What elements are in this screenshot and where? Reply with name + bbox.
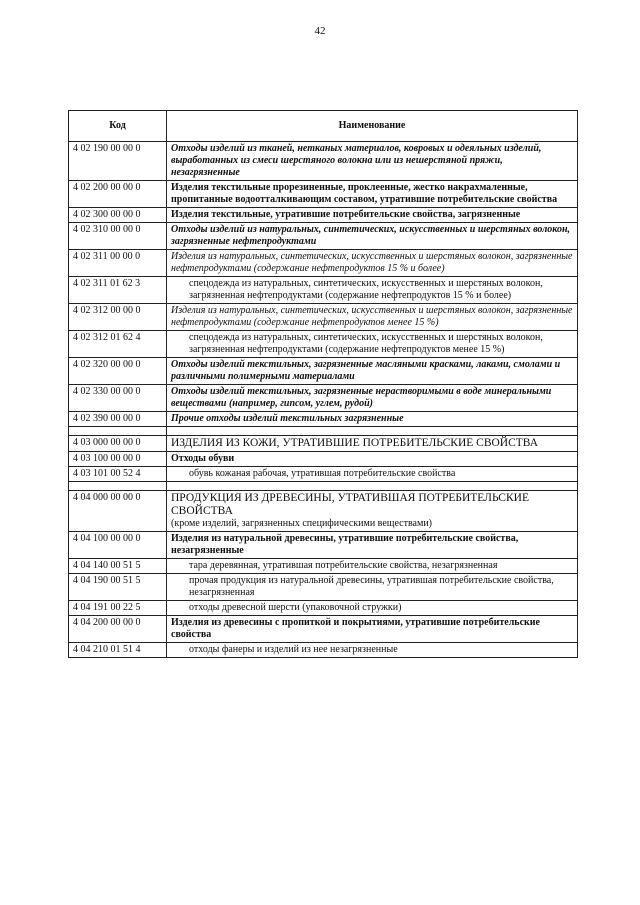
row-name-cell: [167, 559, 578, 574]
row-code: 4 02 312 00 00 0: [69, 304, 167, 331]
table-row: [69, 491, 578, 532]
row-code: 4 02 311 01 62 3: [69, 277, 167, 304]
row-name-cell: [167, 358, 578, 385]
row-name: Отходы изделий из тканей, нетканых материалов, ковровых и одеяльных изделий, выработанных из смеси шерстяного волокна или из нешерстяной пряжи, незагрязненные: [171, 143, 542, 178]
table-row: [69, 304, 578, 331]
row-code: 4 03 100 00 00 0: [69, 452, 167, 467]
row-name: Отходы изделий текстильных, загрязненные нерастворимыми в воде минеральными веществами (например, гипсом, углем, рудой): [171, 386, 552, 409]
table-row: [69, 385, 578, 412]
table-row: [69, 331, 578, 358]
row-name: ИЗДЕЛИЯ ИЗ КОЖИ, УТРАТИВШИЕ ПОТРЕБИТЕЛЬСКИЕ СВОЙСТВА: [171, 437, 539, 449]
table-row: [69, 358, 578, 385]
table-header-row: [69, 111, 578, 142]
table-row: [69, 574, 578, 601]
row-name-cell: [167, 616, 578, 643]
row-name-cell: [167, 250, 578, 277]
row-name: Изделия из натуральных, синтетических, искусственных и шерстяных волокон, загрязненные нефтепродуктами (содержание нефтепродуктов менее 15 %): [171, 305, 573, 328]
row-code: [69, 482, 167, 491]
row-code: 4 02 312 01 62 4: [69, 331, 167, 358]
row-code: 4 02 190 00 00 0: [69, 142, 167, 181]
row-name: спецодежда из натуральных, синтетических, искусственных и шерстяных волокон, загрязненная нефтепродуктами (содержание нефтепродуктов менее 15 %): [189, 332, 543, 355]
row-name: Изделия из древесины с пропиткой и покрытиями, утратившие потребительские свойства: [171, 617, 540, 640]
row-name-cell: [167, 532, 578, 559]
row-name: прочая продукция из натуральной древесины, утратившая потребительские свойства, незагрязненная: [189, 575, 554, 598]
page-number: 42: [314, 25, 326, 37]
row-code: 4 02 300 00 00 0: [69, 208, 167, 223]
table-row: [69, 142, 578, 181]
header-name: Наименование: [167, 111, 578, 142]
row-name-cell: [167, 223, 578, 250]
table-row: [69, 277, 578, 304]
row-name: Изделия из натуральных, синтетических, искусственных и шерстяных волокон, загрязненные нефтепродуктами (содержание нефтепродуктов 15 % и более): [171, 251, 573, 274]
row-code: 4 02 390 00 00 0: [69, 412, 167, 427]
row-name: отходы древесной шерсти (упаковочной стружки): [189, 602, 402, 613]
row-name: Прочие отходы изделий текстильных загрязненные: [171, 413, 404, 424]
row-name: Изделия текстильные прорезиненные, проклеенные, жестко накрахмаленные, пропитанные водоотталкивающим составом, утратившие потребительские свойства: [171, 182, 558, 205]
row-name-cell: [167, 427, 578, 436]
row-name: тара деревянная, утратившая потребительские свойства, незагрязненная: [189, 560, 498, 571]
row-name: обувь кожаная рабочая, утратившая потребительские свойства: [189, 468, 456, 479]
table-row: [69, 452, 578, 467]
waste-code-table: [68, 110, 578, 658]
row-name-cell: [167, 304, 578, 331]
row-name-cell: [167, 482, 578, 491]
row-code: 4 02 200 00 00 0: [69, 181, 167, 208]
table-row: [69, 643, 578, 658]
table-row: [69, 181, 578, 208]
table-row: [69, 412, 578, 427]
row-code: 4 04 100 00 00 0: [69, 532, 167, 559]
table-row: [69, 467, 578, 482]
row-code: 4 04 140 00 51 5: [69, 559, 167, 574]
row-code: 4 04 191 00 22 5: [69, 601, 167, 616]
row-name-cell: [167, 643, 578, 658]
row-name-cell: [167, 385, 578, 412]
row-note: (кроме изделий, загрязненных специфическими веществами): [171, 518, 433, 529]
table-row: [69, 559, 578, 574]
row-name: Отходы изделий из натуральных, синтетических, искусственных и шерстяных волокон, загрязненные нефтепродуктами: [171, 224, 571, 247]
row-code: 4 03 101 00 52 4: [69, 467, 167, 482]
row-name-cell: [167, 452, 578, 467]
row-name: Отходы изделий текстильных, загрязненные масляными красками, лаками, смолами и различными полимерными материалами: [171, 359, 561, 382]
spacer-row: [69, 427, 578, 436]
row-name-cell: [167, 491, 578, 532]
row-name-cell: [167, 601, 578, 616]
row-name-cell: [167, 277, 578, 304]
row-name: Изделия из натуральной древесины, утратившие потребительские свойства, незагрязненные: [171, 533, 519, 556]
row-code: 4 02 310 00 00 0: [69, 223, 167, 250]
row-code: 4 02 330 00 00 0: [69, 385, 167, 412]
table-row: [69, 436, 578, 452]
row-name: отходы фанеры и изделий из нее незагрязненные: [189, 644, 398, 655]
row-name-cell: [167, 208, 578, 223]
row-name: Отходы обуви: [171, 453, 235, 464]
table-row: [69, 532, 578, 559]
row-name-cell: [167, 331, 578, 358]
row-code: 4 04 200 00 00 0: [69, 616, 167, 643]
table-row: [69, 250, 578, 277]
row-code: 4 04 210 01 51 4: [69, 643, 167, 658]
row-name-cell: [167, 142, 578, 181]
table-row: [69, 223, 578, 250]
row-name-cell: [167, 467, 578, 482]
table-row: [69, 616, 578, 643]
row-name: спецодежда из натуральных, синтетических, искусственных и шерстяных волокон, загрязненная нефтепродуктами (содержание нефтепродуктов 15 % и более): [189, 278, 543, 301]
table-row: [69, 601, 578, 616]
spacer-row: [69, 482, 578, 491]
row-code: 4 04 000 00 00 0: [69, 491, 167, 532]
row-name-cell: [167, 181, 578, 208]
row-code: 4 02 311 00 00 0: [69, 250, 167, 277]
table-row: [69, 208, 578, 223]
row-name: Изделия текстильные, утратившие потребительские свойства, загрязненные: [171, 209, 521, 220]
row-code: 4 02 320 00 00 0: [69, 358, 167, 385]
row-name-cell: [167, 412, 578, 427]
row-code: 4 04 190 00 51 5: [69, 574, 167, 601]
header-code: Код: [69, 111, 167, 142]
row-name-cell: [167, 436, 578, 452]
row-name-cell: [167, 574, 578, 601]
row-code: [69, 427, 167, 436]
row-name: ПРОДУКЦИЯ ИЗ ДРЕВЕСИНЫ, УТРАТИВШАЯ ПОТРЕБИТЕЛЬСКИЕ СВОЙСТВА: [171, 492, 529, 517]
row-code: 4 03 000 00 00 0: [69, 436, 167, 452]
